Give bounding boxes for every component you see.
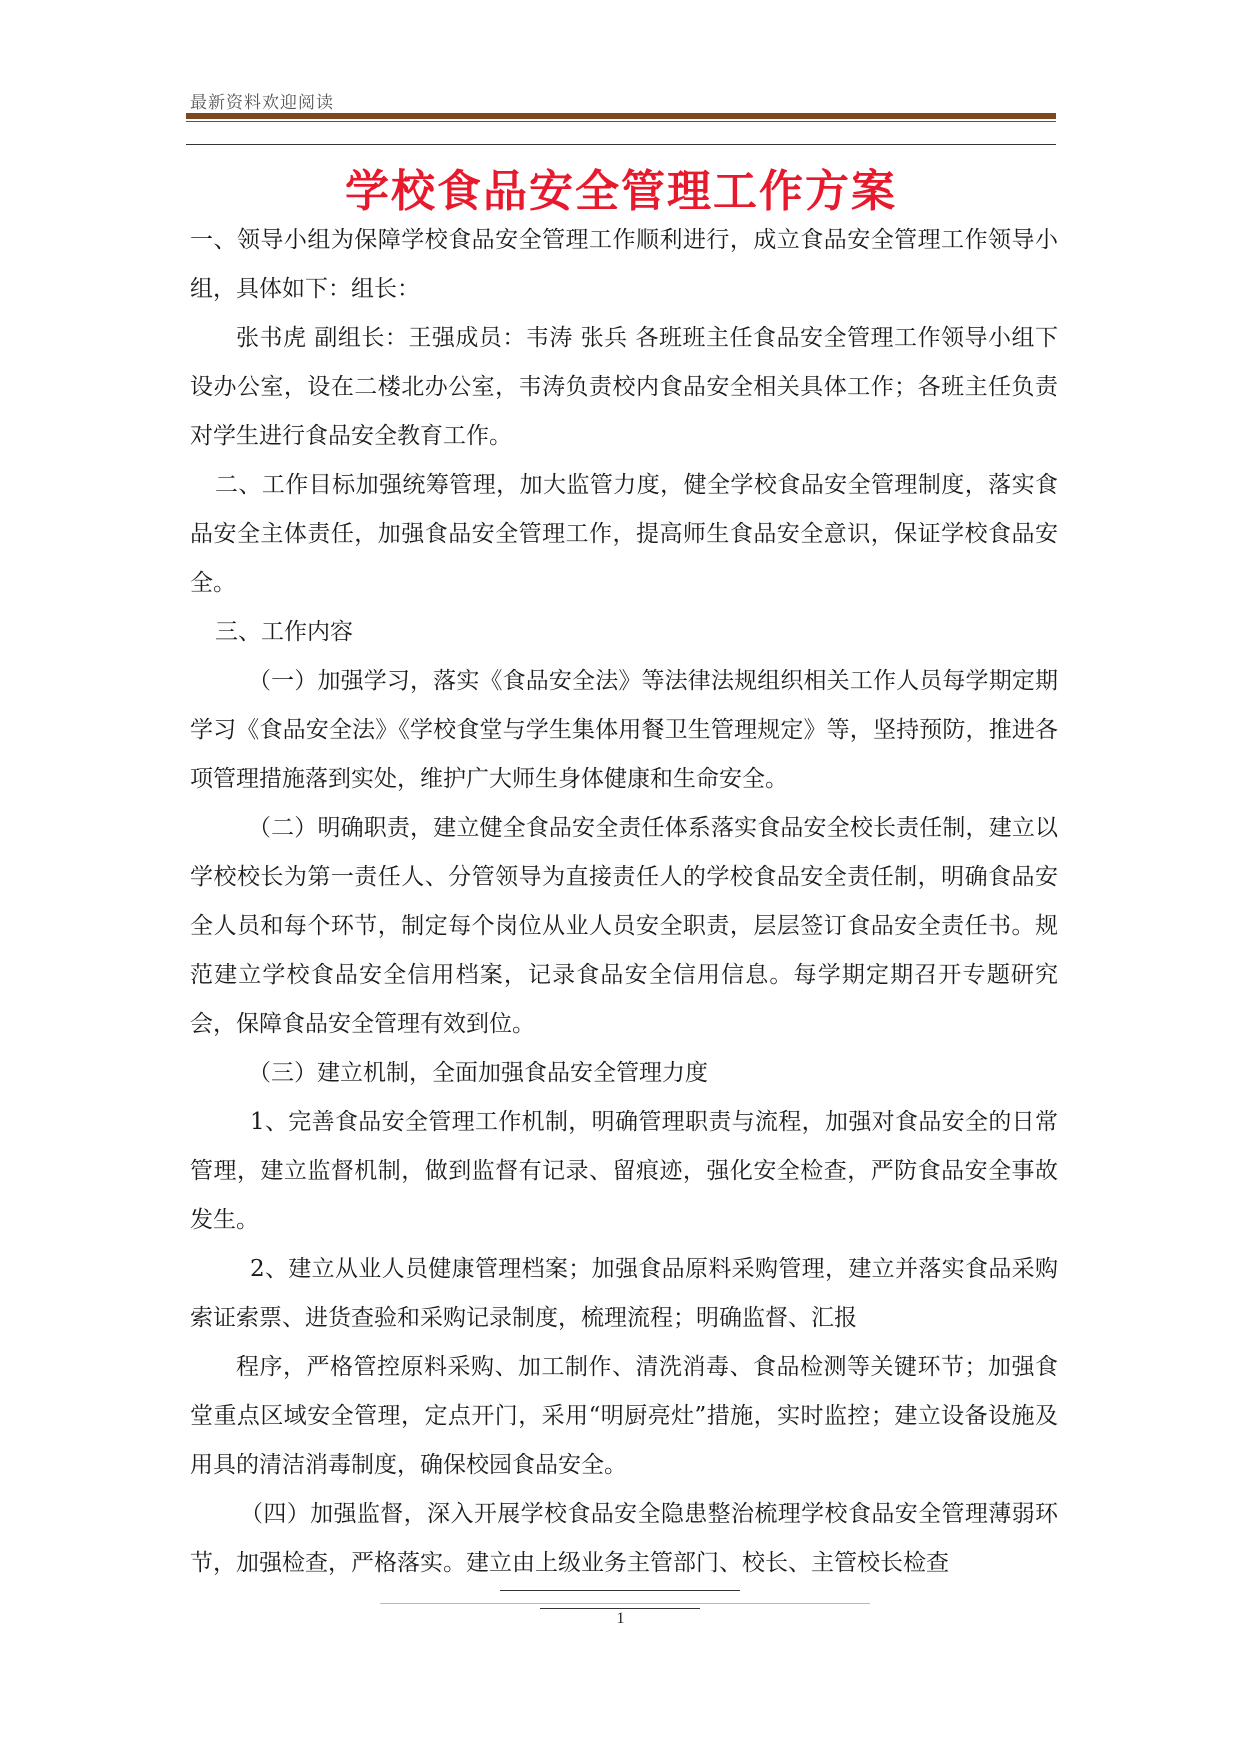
paragraph-leadership-group: 一、领导小组为保障学校食品安全管理工作顺利进行，成立食品安全管理工作领导小组，具体如下：组长： [190,227,1058,302]
header-rule-thick [186,113,1056,119]
document-title: 学校食品安全管理工作方案 [345,166,897,217]
footer-rule [500,1590,740,1591]
paragraph-item-1: 1、完善食品安全管理工作机制，明确管理职责与流程，加强对食品安全的日常管理，建立监督机制，做到监督有记录、留痕迹，强化安全检查，严防食品安全事故发生。 [190,1109,1058,1233]
paragraph-item-2-continued: 程序，严格管控原料采购、加工制作、清洗消毒、食品检测等关键环节；加强食堂重点区域安全管理，定点开门，采用“明厨亮灶”措施，实时监控；建立设备设施及用具的清洁消毒制度，确保校园食品安全。 [190,1354,1058,1478]
paragraph-item-2: 2、建立从业人员健康管理档案；加强食品原料采购管理，建立并落实食品采购索证索票、进货查验和采购记录制度，梳理流程；明确监督、汇报 [190,1256,1058,1331]
paragraph-members: 张书虎 副组长：王强成员：韦涛 张兵 各班班主任食品安全管理工作领导小组下设办公室，设在二楼北办公室，韦涛负责校内食品安全相关具体工作；各班主任负责对学生进行食品安全教育工作。 [190,325,1058,449]
header-rule-thin [186,121,1056,122]
paragraph-goals: 二、工作目标加强统筹管理，加大监管力度，健全学校食品安全管理制度，落实食品安全主体责任，加强食品安全管理工作，提高师生食品安全意识，保证学校食品安全。 [190,472,1058,596]
paragraph-section-3: （三）建立机制，全面加强食品安全管理力度 [248,1060,708,1086]
paragraph-section-4: （四）加强监督，深入开展学校食品安全隐患整治梳理学校食品安全管理薄弱环节，加强检查，严格落实。建立由上级业务主管部门、校长、主管校长检查 [190,1501,1058,1576]
header-rule-bottom [186,144,1056,145]
paragraph-section-2: （二）明确职责，建立健全食品安全责任体系落实食品安全校长责任制，建立以学校校长为第一责任人、分管领导为直接责任人的学校食品安全责任制，明确食品安全人员和每个环节，制定每个岗位从业人员安全职责，层层签订食品安全责任书。规范建立学校食品安全信用档案，记录食品安全信用信息。每学期定期召开专题研究会，保障食品安全管理有效到位。 [190,815,1058,1037]
footer-rule [380,1603,870,1604]
heading-work-content: 三、工作内容 [215,619,353,645]
footer-rule [540,1608,700,1609]
paragraph-section-1: （一）加强学习，落实《食品安全法》等法律法规组织相关工作人员每学期定期学习《食品安全法》《学校食堂与学生集体用餐卫生管理规定》等，坚持预防，推进各项管理措施落到实处，维护广大师生身体健康和生命安全。 [190,668,1058,792]
page-number: 1 [616,1610,625,1627]
header-text: 最新资料欢迎阅读 [190,93,334,113]
document-body [190,216,1058,1588]
